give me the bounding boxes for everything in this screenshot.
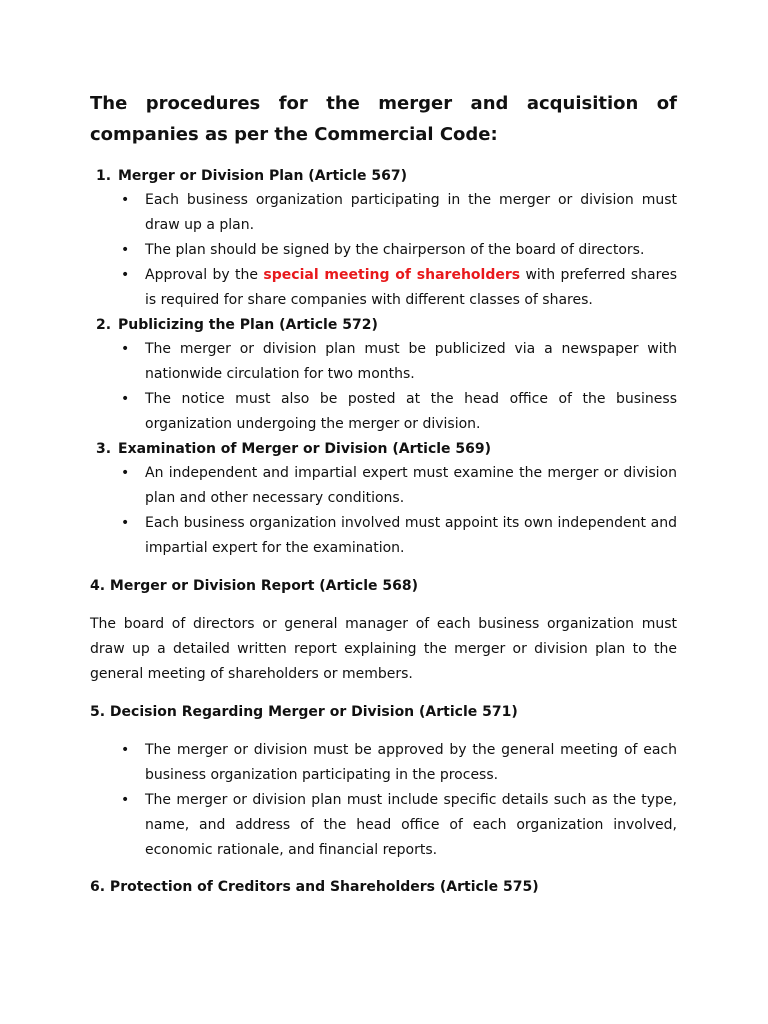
document-title: The procedures for the merger and acquisition of companies as per the Commercial Code: [90, 93, 677, 145]
section-number: 2. [96, 317, 112, 333]
list-item: • The notice must also be posted at the head office of the business organization undergoing the merger or division. [90, 387, 677, 437]
list-item: • The merger or division plan must include specific details such as the type, name, and address of the head office of each organization involved, economic rationale, and financial reports. [90, 788, 677, 863]
bullet-list [90, 337, 677, 437]
section-3-heading [90, 437, 677, 461]
bullet-list [90, 461, 677, 561]
bullet-icon: • [121, 192, 130, 208]
section-4-heading: 4. Merger or Division Report (Article 568) [90, 578, 418, 594]
list-item: • An independent and impartial expert must examine the merger or division plan and other necessary conditions. [90, 461, 677, 511]
bullet-icon: • [121, 515, 130, 531]
section-3 [90, 437, 677, 561]
highlighted-text: special meeting of shareholders [263, 267, 521, 283]
section-title: Publicizing the Plan (Article 572) [118, 317, 378, 333]
bullet-icon: • [121, 341, 130, 357]
bullet-icon: • [121, 242, 130, 258]
bullet-list [90, 738, 677, 863]
section-title: Merger or Division Plan (Article 567) [118, 168, 408, 184]
list-item: • The merger or division must be approved by the general meeting of each business organization participating in the process. [90, 738, 677, 788]
section-number: 1. [96, 168, 112, 184]
bullet-icon: • [121, 391, 130, 407]
section-5-heading: 5. Decision Regarding Merger or Division (Article 571) [90, 704, 518, 720]
section-number: 3. [96, 441, 112, 457]
bullet-icon: • [121, 792, 130, 808]
list-item: • Approval by the special meeting of shareholders with preferred shares is required for share companies with different classes of shares. [90, 263, 677, 313]
section-1 [90, 164, 677, 313]
list-item: • The merger or division plan must be publicized via a newspaper with nationwide circulation for two months. [90, 337, 677, 387]
list-item: • Each business organization participating in the merger or division must draw up a plan. [90, 188, 677, 238]
list-item: • The plan should be signed by the chairperson of the board of directors. [90, 238, 677, 263]
section-1-heading [90, 164, 677, 188]
section-6-heading: 6. Protection of Creditors and Shareholders (Article 575) [90, 879, 539, 895]
bullet-list [90, 188, 677, 313]
document-page [90, 88, 677, 900]
bullet-icon: • [121, 742, 130, 758]
bullet-icon: • [121, 465, 130, 481]
bullet-icon: • [121, 267, 130, 283]
section-2-heading [90, 313, 677, 337]
list-item: • Each business organization involved must appoint its own independent and impartial expert for the examination. [90, 511, 677, 561]
section-2 [90, 313, 677, 437]
section-title: Examination of Merger or Division (Article 569) [118, 441, 492, 457]
section-4-paragraph: The board of directors or general manager of each business organization must draw up a detailed written report explaining the merger or division plan to the general meeting of shareholders or members. [90, 616, 677, 682]
